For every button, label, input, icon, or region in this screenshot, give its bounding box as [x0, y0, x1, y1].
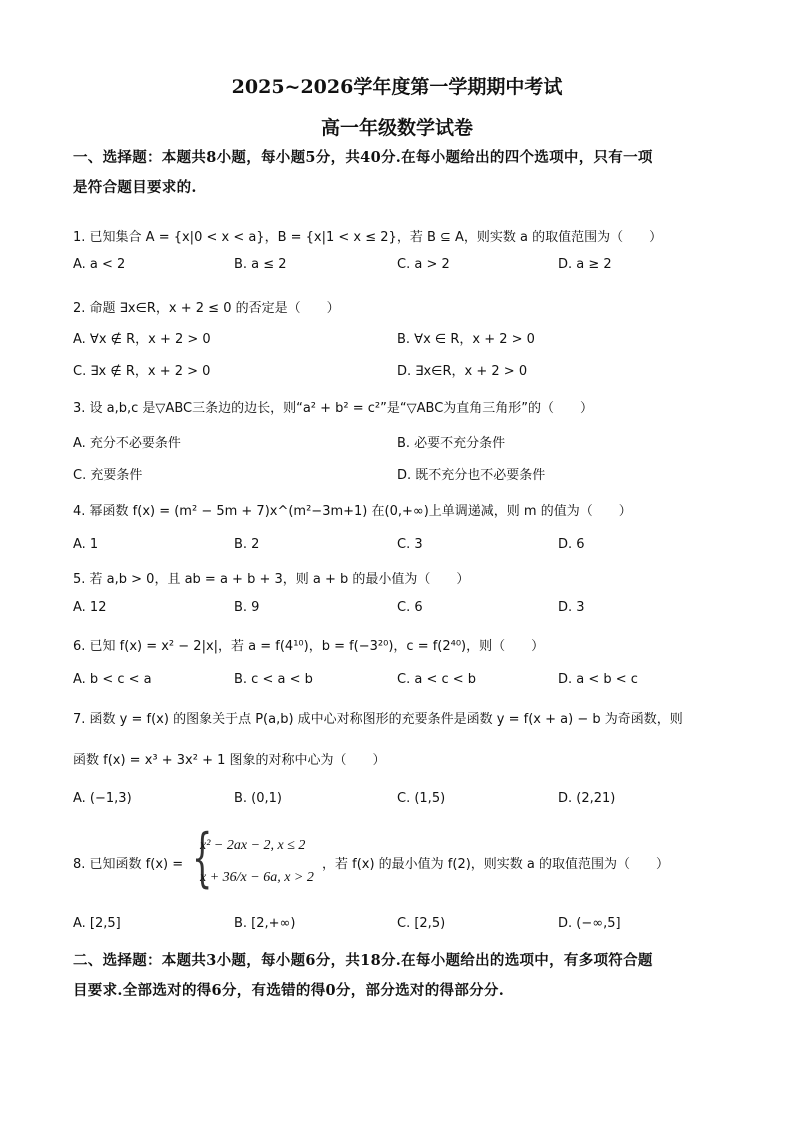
q7-option-a[interactable]: A. (−1,3): [73, 791, 132, 806]
q1-option-d[interactable]: D. a ≥ 2: [558, 257, 612, 272]
piece-1: x² − 2ax − 2, x ≤ 2: [200, 838, 306, 853]
q6-option-c[interactable]: C. a < c < b: [397, 672, 477, 687]
q2-option-d[interactable]: D. ∃x∈R，x + 2 > 0: [397, 364, 528, 379]
q3-option-c[interactable]: C. 充要条件: [73, 468, 143, 483]
q6-option-a[interactable]: A. b < c < a: [73, 672, 152, 687]
q4-option-a[interactable]: A. 1: [73, 537, 99, 552]
q3-option-a[interactable]: A. 充分不必要条件: [73, 436, 181, 451]
q6-option-b[interactable]: B. c < a < b: [234, 672, 313, 687]
q2-option-b[interactable]: B. ∀x ∈ R，x + 2 > 0: [397, 332, 535, 347]
q8-option-a[interactable]: A. [2,5]: [73, 916, 121, 931]
q7-option-b[interactable]: B. (0,1): [234, 791, 283, 806]
question-3: 3. 设 a,b,c 是▽ABC三条边的边长，则“a² + b² = c²”是“▽ABC为直角三角形”的（ ）: [73, 401, 594, 416]
exam-title: 2025~2026学年度第一学期期中考试: [231, 76, 563, 98]
question-1: 1. 已知集合 A = {x|0 < x < a}，B = {x|1 < x ≤ 2}，若 B ⊆ A，则实数 a 的取值范围为（ ）: [73, 230, 663, 245]
exam-subtitle: 高一年级数学试卷: [320, 117, 473, 139]
q6-option-d[interactable]: D. a < b < c: [558, 672, 638, 687]
piecewise-definition: [200, 830, 314, 894]
q1-option-b[interactable]: B. a ≤ 2: [234, 257, 287, 272]
question-4: 4. 幂函数 f(x) = (m² − 5m + 7)x^(m²−3m+1) 在(0,+∞)上单调递减，则 m 的值为（ ）: [73, 504, 632, 519]
q7-option-c[interactable]: C. (1,5): [397, 791, 446, 806]
question-2: 2. 命题 ∃x∈R，x + 2 ≤ 0 的否定是（ ）: [73, 301, 340, 316]
question-8-prefix: 8. 已知函数 f(x) =: [73, 857, 184, 872]
q2-option-c[interactable]: C. ∃x ∉ R，x + 2 > 0: [73, 364, 211, 379]
q4-option-b[interactable]: B. 2: [234, 537, 260, 552]
q5-option-a[interactable]: A. 12: [73, 600, 107, 615]
q8-option-c[interactable]: C. [2,5): [397, 916, 446, 931]
q1-option-a[interactable]: A. a < 2: [73, 257, 126, 272]
q5-option-c[interactable]: C. 6: [397, 600, 423, 615]
q1-option-c[interactable]: C. a > 2: [397, 257, 450, 272]
question-7-line2: 函数 f(x) = x³ + 3x² + 1 图象的对称中心为（ ）: [73, 753, 386, 768]
q5-option-b[interactable]: B. 9: [234, 600, 260, 615]
q4-option-c[interactable]: C. 3: [397, 537, 423, 552]
q4-option-d[interactable]: D. 6: [558, 537, 585, 552]
q7-option-d[interactable]: D. (2,21): [558, 791, 616, 806]
q8-option-d[interactable]: D. (−∞,5]: [558, 916, 621, 931]
question-7: 7. 函数 y = f(x) 的图象关于点 P(a,b) 成中心对称图形的充要条件是函数 y = f(x + a) − b 为奇函数，则: [73, 712, 683, 727]
q2-option-a[interactable]: A. ∀x ∉ R，x + 2 > 0: [73, 332, 211, 347]
q8-option-b[interactable]: B. [2,+∞): [234, 916, 296, 931]
section1-heading: 一、选择题：本题共8小题，每小题5分，共40分.在每小题给出的四个选项中，只有一项 是符合题目要求的.: [73, 149, 653, 196]
q3-option-b[interactable]: B. 必要不充分条件: [397, 436, 506, 451]
piecewise-brace: {: [192, 821, 213, 895]
section2-heading: 二、选择题：本题共3小题，每小题6分，共18分.在每小题给出的选项中，有多项符合题 目要求.全部选对的得6分，有选错的得0分，部分选对的得部分分.: [73, 952, 653, 999]
question-6: 6. 已知 f(x) = x² − 2|x|，若 a = f(4¹⁰)，b = f(−3²⁰)，c = f(2⁴⁰)，则（ ）: [73, 639, 545, 654]
piece-2: x + 36/x − 6a, x > 2: [200, 870, 314, 885]
question-5: 5. 若 a,b > 0，且 ab = a + b + 3，则 a + b 的最小值为（ ）: [73, 572, 470, 587]
q5-option-d[interactable]: D. 3: [558, 600, 585, 615]
q3-option-d[interactable]: D. 既不充分也不必要条件: [397, 468, 546, 483]
question-8-suffix: ，若 f(x) 的最小值为 f(2)，则实数 a 的取值范围为（ ）: [322, 857, 670, 872]
